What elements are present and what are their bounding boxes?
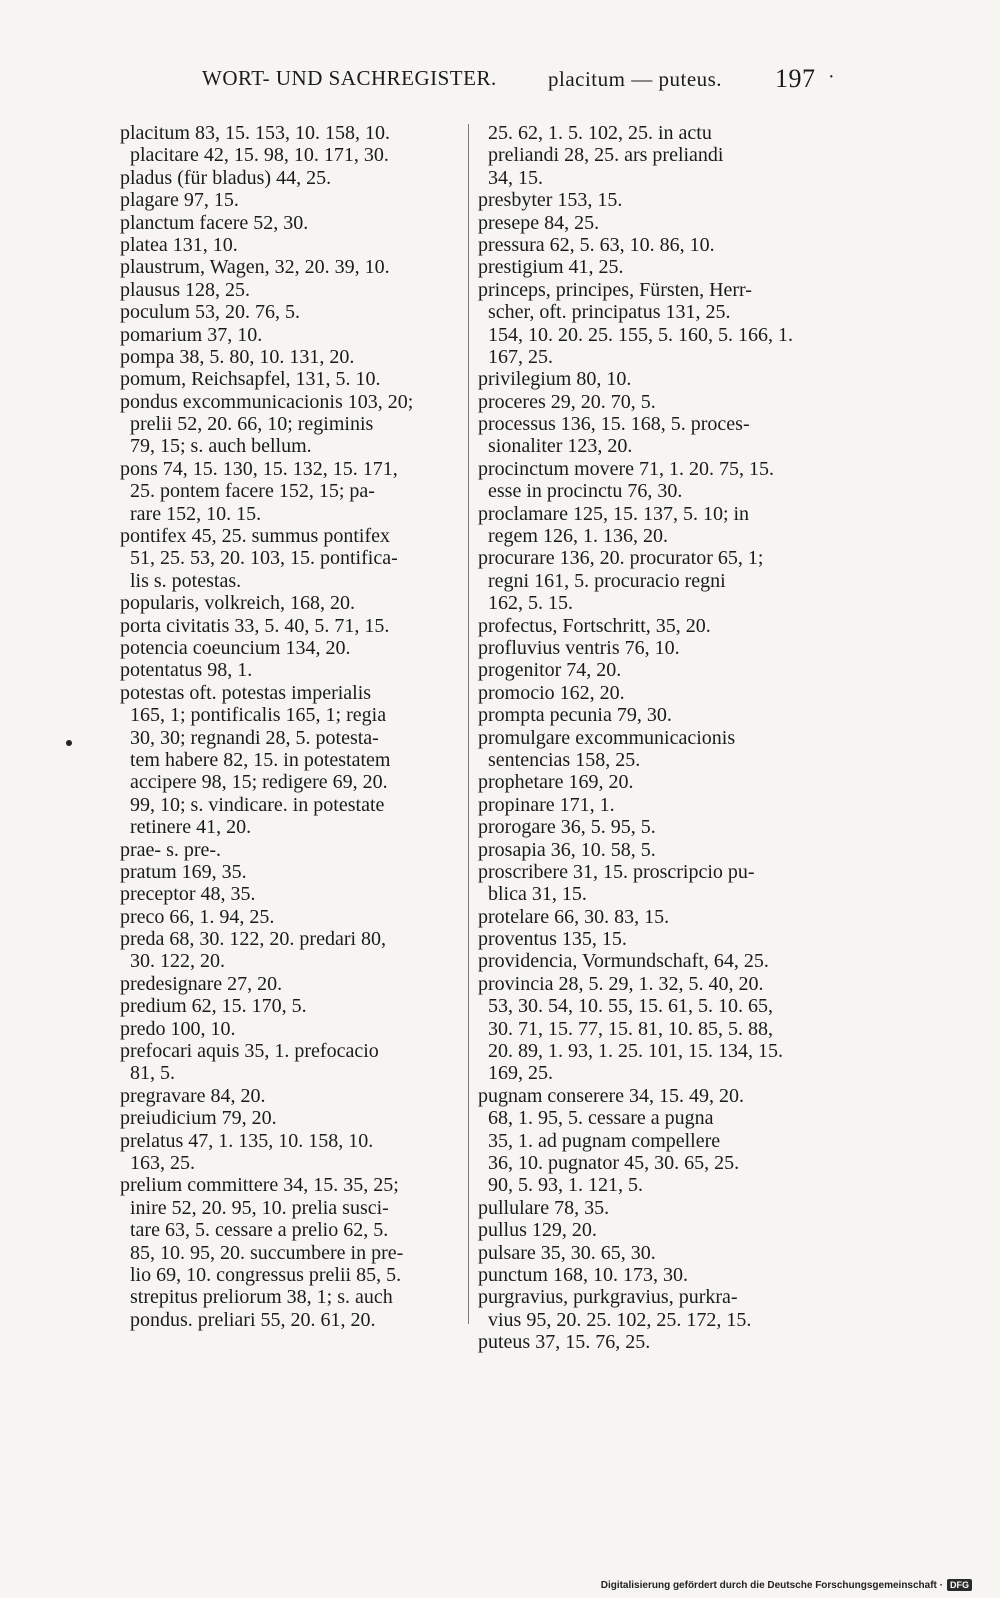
index-line: processus 136, 15. 168, 5. proces-: [478, 413, 750, 436]
index-line: porta civitatis 33, 5. 40, 5. 71, 15.: [120, 614, 390, 637]
index-line: promocio 162, 20.: [478, 681, 625, 704]
index-line: scher, oft. principatus 131, 25.: [478, 301, 731, 324]
index-line: preiudicium 79, 20.: [120, 1107, 277, 1130]
index-line: presbyter 153, 15.: [478, 189, 623, 212]
index-line: pondus excommunicacionis 103, 20;: [120, 390, 414, 413]
page-number: 197: [775, 64, 816, 93]
index-line: prorogare 36, 5. 95, 5.: [478, 816, 656, 839]
index-line: pressura 62, 5. 63, 10. 86, 10.: [478, 233, 715, 256]
index-line: pregravare 84, 20.: [120, 1084, 266, 1107]
index-line: proscribere 31, 15. proscripcio pu-: [478, 860, 755, 883]
index-line: preda 68, 30. 122, 20. predari 80,: [120, 928, 387, 951]
index-line: regem 126, 1. 136, 20.: [478, 525, 668, 548]
index-line: tem habere 82, 15. in potestatem: [120, 748, 391, 771]
index-line: retinere 41, 20.: [120, 816, 252, 839]
index-line: pullus 129, 20.: [478, 1219, 597, 1242]
index-line: strepitus preliorum 38, 1; s. auch: [120, 1286, 393, 1309]
index-line: pratum 169, 35.: [120, 860, 247, 883]
index-line: predium 62, 15. 170, 5.: [120, 995, 307, 1018]
index-line: 167, 25.: [478, 345, 553, 368]
index-line: 34, 15.: [478, 166, 543, 189]
index-line: punctum 168, 10. 173, 30.: [478, 1263, 688, 1286]
index-line: prompta pecunia 79, 30.: [478, 704, 672, 727]
index-line: esse in procinctu 76, 30.: [478, 480, 683, 503]
index-line: potentatus 98, 1.: [120, 659, 253, 682]
header-title: WORT- UND SACHREGISTER.: [202, 66, 497, 90]
index-line: prestigium 41, 25.: [478, 256, 624, 279]
index-line: plaustrum, Wagen, 32, 20. 39, 10.: [120, 256, 390, 279]
index-line: popularis, volkreich, 168, 20.: [120, 592, 355, 615]
column-divider: [468, 124, 469, 1324]
index-line: preceptor 48, 35.: [120, 883, 256, 906]
index-line: prae- s. pre-.: [120, 838, 222, 861]
index-line: pontifex 45, 25. summus pontifex: [120, 525, 390, 548]
index-line: 81, 5.: [120, 1062, 175, 1085]
index-line: accipere 98, 15; redigere 69, 20.: [120, 771, 388, 794]
index-line: 20. 89, 1. 93, 1. 25. 101, 15. 134, 15.: [478, 1040, 783, 1063]
index-line: potestas oft. potestas imperialis: [120, 681, 372, 704]
index-line: 154, 10. 20. 25. 155, 5. 160, 5. 166, 1.: [478, 323, 793, 346]
index-line: provincia 28, 5. 29, 1. 32, 5. 40, 20.: [478, 972, 764, 995]
index-line: progenitor 74, 20.: [478, 659, 622, 682]
index-line: pulsare 35, 30. 65, 30.: [478, 1241, 656, 1264]
index-line: purgravius, purkgravius, purkra-: [478, 1286, 738, 1309]
index-line: blica 31, 15.: [478, 883, 587, 906]
index-line: procinctum movere 71, 1. 20. 75, 15.: [478, 457, 775, 480]
index-line: predo 100, 10.: [120, 1017, 236, 1040]
index-line: providencia, Vormundschaft, 64, 25.: [478, 950, 769, 973]
index-line: poculum 53, 20. 76, 5.: [120, 301, 300, 324]
index-line: sentencias 158, 25.: [478, 748, 641, 771]
index-line: 85, 10. 95, 20. succumbere in pre-: [120, 1241, 404, 1264]
index-line: 36, 10. pugnator 45, 30. 65, 25.: [478, 1151, 740, 1174]
index-line: procurare 136, 20. procurator 65, 1;: [478, 547, 764, 570]
index-line: profluvius ventris 76, 10.: [478, 636, 680, 659]
index-line: preliandi 28, 25. ars preliandi: [478, 144, 724, 167]
index-line: 30. 71, 15. 77, 15. 81, 10. 85, 5. 88,: [478, 1017, 773, 1040]
index-line: 68, 1. 95, 5. cessare a pugna: [478, 1107, 714, 1130]
index-line: 53, 30. 54, 10. 55, 15. 61, 5. 10. 65,: [478, 995, 773, 1018]
index-line: princeps, principes, Fürsten, Herr-: [478, 278, 752, 301]
index-line: planctum facere 52, 30.: [120, 211, 309, 234]
index-line: protelare 66, 30. 83, 15.: [478, 905, 670, 928]
index-line: regni 161, 5. procuracio regni: [478, 569, 726, 592]
index-line: 25. pontem facere 152, 15; pa-: [120, 480, 375, 503]
index-line: puteus 37, 15. 76, 25.: [478, 1331, 651, 1354]
index-line: pons 74, 15. 130, 15. 132, 15. 171,: [120, 457, 398, 480]
index-line: 30. 122, 20.: [120, 950, 225, 973]
index-column-left: [120, 122, 466, 1331]
index-line: 162, 5. 15.: [478, 592, 573, 615]
index-line: plausus 128, 25.: [120, 278, 250, 301]
index-line: pladus (für bladus) 44, 25.: [120, 166, 332, 189]
index-line: proclamare 125, 15. 137, 5. 10; in: [478, 502, 750, 525]
index-line: proceres 29, 20. 70, 5.: [478, 390, 656, 413]
index-line: 25. 62, 1. 5. 102, 25. in actu: [478, 122, 712, 144]
index-line: inire 52, 20. 95, 10. prelia susci-: [120, 1196, 389, 1219]
dfg-logo: DFG: [947, 1579, 972, 1591]
index-line: prophetare 169, 20.: [478, 771, 634, 794]
index-line: potencia coeuncium 134, 20.: [120, 636, 351, 659]
index-line: preco 66, 1. 94, 25.: [120, 905, 275, 928]
index-line: tare 63, 5. cessare a prelio 62, 5.: [120, 1219, 389, 1242]
index-line: prelii 52, 20. 66, 10; regiminis: [120, 413, 374, 436]
header-range: placitum — puteus.: [548, 67, 723, 91]
index-line: 30, 30; regnandi 28, 5. potesta-: [120, 726, 379, 749]
index-line: pullulare 78, 35.: [478, 1196, 610, 1219]
index-line: 99, 10; s. vindicare. in potestate: [120, 793, 385, 816]
index-line: prelium committere 34, 15. 35, 25;: [120, 1174, 399, 1197]
index-line: sionaliter 123, 20.: [478, 435, 633, 458]
index-line: presepe 84, 25.: [478, 211, 600, 234]
index-line: pomarium 37, 10.: [120, 323, 263, 346]
index-line: 165, 1; pontificalis 165, 1; regia: [120, 704, 387, 727]
index-line: lio 69, 10. congressus prelii 85, 5.: [120, 1263, 402, 1286]
index-line: pomum, Reichsapfel, 131, 5. 10.: [120, 368, 381, 391]
index-line: placitum 83, 15. 153, 10. 158, 10.: [120, 122, 390, 144]
index-line: rare 152, 10. 15.: [120, 502, 262, 525]
index-line: promulgare excommunicacionis: [478, 726, 736, 749]
margin-mark: [66, 740, 72, 746]
index-line: pompa 38, 5. 80, 10. 131, 20.: [120, 345, 355, 368]
index-line: 35, 1. ad pugnam compellere: [478, 1129, 721, 1152]
index-line: pugnam conserere 34, 15. 49, 20.: [478, 1084, 745, 1107]
header-dot: ·: [828, 66, 836, 88]
index-line: profectus, Fortschritt, 35, 20.: [478, 614, 711, 637]
index-line: propinare 171, 1.: [478, 793, 615, 816]
index-line: proventus 135, 15.: [478, 928, 627, 951]
index-line: pondus. preliari 55, 20. 61, 20.: [120, 1308, 376, 1331]
index-line: predesignare 27, 20.: [120, 972, 283, 995]
index-line: plagare 97, 15.: [120, 189, 239, 212]
index-line: privilegium 80, 10.: [478, 368, 632, 391]
index-line: vius 95, 20. 25. 102, 25. 172, 15.: [478, 1308, 752, 1331]
index-column-right: [478, 122, 820, 1353]
footer: [601, 1579, 972, 1591]
footer-text: Digitalisierung gefördert durch die Deutsche Forschungsgemeinschaft ·: [600, 1579, 943, 1591]
index-line: prelatus 47, 1. 135, 10. 158, 10.: [120, 1129, 374, 1152]
index-line: platea 131, 10.: [120, 233, 238, 256]
index-line: prefocari aquis 35, 1. prefocacio: [120, 1040, 379, 1063]
index-line: 51, 25. 53, 20. 103, 15. pontifica-: [120, 547, 398, 570]
index-line: 90, 5. 93, 1. 121, 5.: [478, 1174, 643, 1197]
index-line: lis s. potestas.: [120, 569, 242, 592]
index-line: 79, 15; s. auch bellum.: [120, 435, 312, 458]
index-line: 163, 25.: [120, 1151, 195, 1174]
index-line: placitare 42, 15. 98, 10. 171, 30.: [120, 144, 389, 167]
index-line: 169, 25.: [478, 1062, 553, 1085]
index-line: prosapia 36, 10. 58, 5.: [478, 838, 656, 861]
